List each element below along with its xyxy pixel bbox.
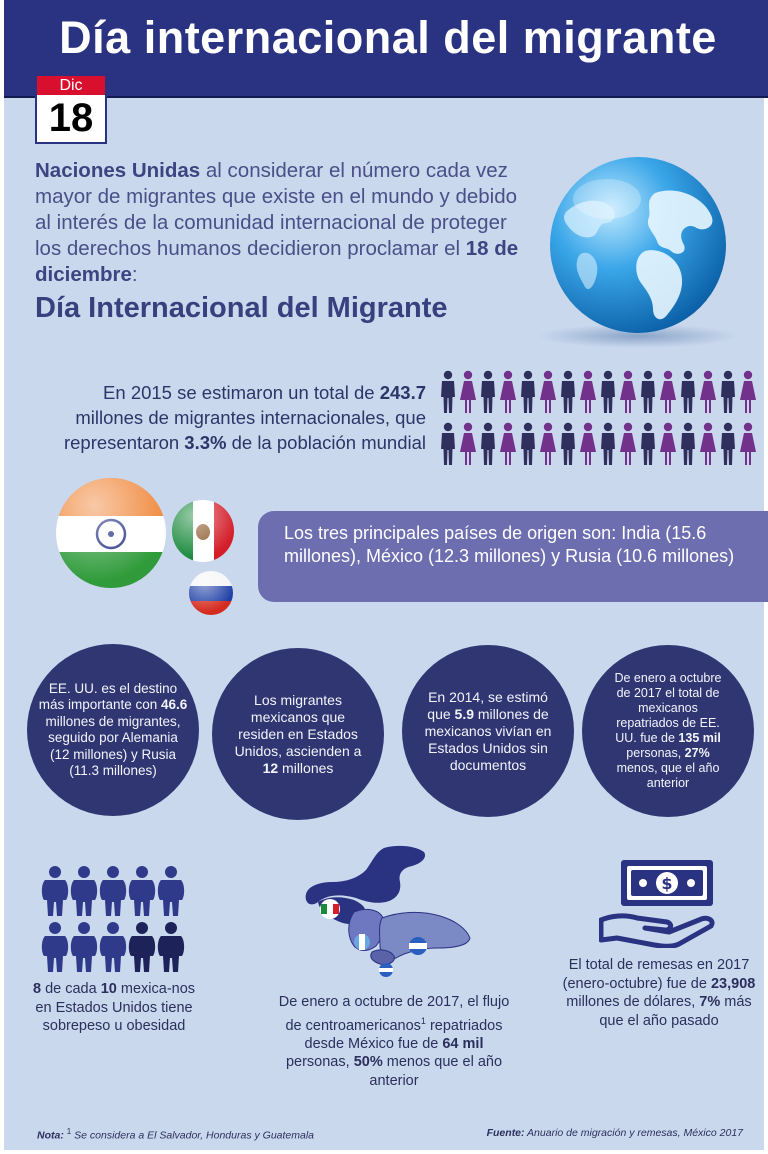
overweight-person-icon [129, 866, 155, 916]
overweight-person-icon [100, 866, 126, 916]
female-person-icon [618, 422, 638, 466]
central-footnote-mark: 1 [420, 1015, 426, 1026]
male-person-icon [478, 422, 498, 466]
intro-date: 18 de diciembre [35, 237, 519, 286]
obesity-text-d: mexica-nos en Estados Unidos tiene sobrepeso u obesidad [35, 981, 196, 1034]
female-person-icon [618, 370, 638, 414]
remittance-money-icon [599, 858, 724, 948]
male-person-icon [678, 422, 698, 466]
female-person-icon [498, 422, 518, 466]
male-person-icon [718, 370, 738, 414]
male-person-icon [638, 370, 658, 414]
circle3-value: 5.9 [454, 705, 474, 722]
people-row [438, 370, 758, 414]
circle4-text-c: personas, [626, 746, 685, 760]
intro-text: al considerar el número cada vez mayor de migrantes que existe en el mundo y debido al interés de la comunidad internacional de proteger los derechos humanos decidieron proclamar el [35, 159, 518, 260]
male-person-icon [558, 422, 578, 466]
origin-countries-text: Los tres principales países de origen son: India (15.6 millones), México (12.3 millones) y Rusia (10.6 millones) [284, 523, 735, 566]
header-banner [4, 0, 768, 98]
honduras-map-shape [380, 912, 471, 959]
remesas-value: 23,908 [710, 975, 756, 992]
source-citation [487, 1127, 743, 1139]
central-text-b: repatriados desde México fue de [304, 1017, 503, 1052]
male-person-icon [518, 370, 538, 414]
central-america-map [302, 842, 487, 982]
obesity-text-b: de cada [41, 981, 101, 997]
circle2-text-a: Los migrantes mexicanos que residen en Estados Unidos, ascienden a [234, 691, 362, 759]
female-person-icon [458, 422, 478, 466]
remittances-text [559, 956, 759, 1030]
intro-title: Día Internacional del Migrante [35, 292, 448, 324]
remesas-percent: 7% [699, 994, 721, 1010]
overweight-person-icon [100, 922, 126, 972]
overweight-person-icon [158, 922, 184, 972]
female-person-icon [578, 370, 598, 414]
note-footnote-mark: 1 [66, 1127, 72, 1136]
central-text-f: menos que el año anterior [369, 1054, 503, 1089]
note-text: Se considera a El Salvador, Honduras y Guatemala [71, 1129, 315, 1142]
male-person-icon [598, 422, 618, 466]
calendar-day: 18 [48, 96, 94, 140]
male-person-icon [558, 370, 578, 414]
male-person-icon [438, 422, 458, 466]
female-person-icon [698, 370, 718, 414]
female-person-icon [698, 422, 718, 466]
central-text-d: personas, [285, 1054, 354, 1071]
mexico-flag-icon [172, 500, 235, 562]
intro-paragraph [35, 158, 530, 288]
female-person-icon [738, 370, 758, 414]
male-person-icon [478, 370, 498, 414]
undocumented-circle [402, 645, 574, 817]
stat-text-3: de la población mundial [226, 432, 426, 453]
india-flag-icon [56, 478, 166, 592]
migrants-2015-stat [34, 380, 426, 455]
stat-text-2: millones de migrantes internacionales, que representaron [63, 407, 426, 453]
remesas-text-c: millones de dólares, [566, 994, 700, 1010]
stat-text-1: En 2015 se estimaron un total de [103, 382, 380, 403]
circle1-text-c: millones de migrantes, seguido por Alemania (12 millones) y Rusia (11.3 millones) [45, 713, 181, 778]
mexican-migrants-circle [212, 648, 384, 820]
overweight-person-icon [42, 922, 68, 972]
female-person-icon [658, 370, 678, 414]
circle4-text-a: De enero a octubre de 2017 el total de mexicanos repatriados de EE. UU. fue de [614, 671, 722, 745]
female-person-icon [578, 422, 598, 466]
circle3-text-c: millones de mexicanos vivían en Estados Unidos sin documentos [424, 705, 552, 773]
remesas-text-a: El total de remesas en 2017 (enero-octubre) fue de [562, 957, 750, 992]
intro-org: Naciones Unidas [35, 159, 201, 182]
male-person-icon [438, 370, 458, 414]
female-person-icon [738, 422, 758, 466]
source-text: Anuario de migración y remesas, México 2017 [524, 1127, 743, 1139]
overweight-person-icon [71, 866, 97, 916]
note-label: Nota: [37, 1129, 64, 1142]
overweight-people-icon [41, 866, 189, 976]
circle2-value: 12 [262, 759, 279, 776]
remesas-text-e: más que el año pasado [599, 994, 752, 1029]
people-icon-grid [438, 370, 758, 474]
stat-percent: 3.3% [184, 432, 227, 453]
circle3-text-a: En 2014, se estimó que [427, 688, 548, 722]
calendar-month: Dic [37, 76, 105, 95]
overweight-person-icon [42, 866, 68, 916]
overweight-person-icon [129, 922, 155, 972]
female-person-icon [538, 370, 558, 414]
footnote [37, 1127, 314, 1142]
globe-icon [527, 153, 749, 349]
male-person-icon [518, 422, 538, 466]
male-person-icon [718, 422, 738, 466]
overweight-person-icon [158, 866, 184, 916]
destination-circle [27, 644, 199, 816]
circle4-value: 135 mil [678, 731, 721, 745]
central-text-a: De enero a octubre de 2017, el flujo de centroamericanos [278, 994, 510, 1034]
central-americans-text [272, 993, 516, 1090]
origin-countries-box [258, 511, 768, 602]
male-person-icon [638, 422, 658, 466]
central-value: 64 mil [442, 1035, 484, 1052]
people-row [438, 422, 758, 466]
stat-migrants-value: 243.7 [379, 382, 426, 403]
intro-colon: : [131, 263, 138, 286]
mexico-map-shape [306, 846, 425, 905]
calendar-icon [35, 74, 107, 144]
svg-text:$: $ [661, 874, 673, 893]
female-person-icon [498, 370, 518, 414]
female-person-icon [658, 422, 678, 466]
country-flags [56, 478, 246, 628]
circle4-text-e: menos, que el año anterior [616, 761, 720, 790]
page-title: Día internacional del migrante [59, 12, 717, 63]
female-person-icon [458, 370, 478, 414]
circle1-value: 46.6 [161, 697, 188, 712]
obesity-text [26, 980, 202, 1036]
central-percent: 50% [353, 1054, 383, 1071]
overweight-person-icon [71, 922, 97, 972]
female-person-icon [538, 422, 558, 466]
circle2-text-c: millones [278, 759, 334, 776]
circle4-percent: 27% [684, 746, 710, 760]
russia-flag-icon [189, 571, 233, 616]
male-person-icon [598, 370, 618, 414]
source-label: Fuente: [486, 1127, 525, 1139]
circle1-text-a: EE. UU. es el destino más importante con [38, 680, 178, 712]
repatriated-circle [582, 645, 754, 817]
obesity-value-c: 10 [100, 981, 117, 997]
male-person-icon [678, 370, 698, 414]
obesity-value-a: 8 [32, 981, 42, 997]
